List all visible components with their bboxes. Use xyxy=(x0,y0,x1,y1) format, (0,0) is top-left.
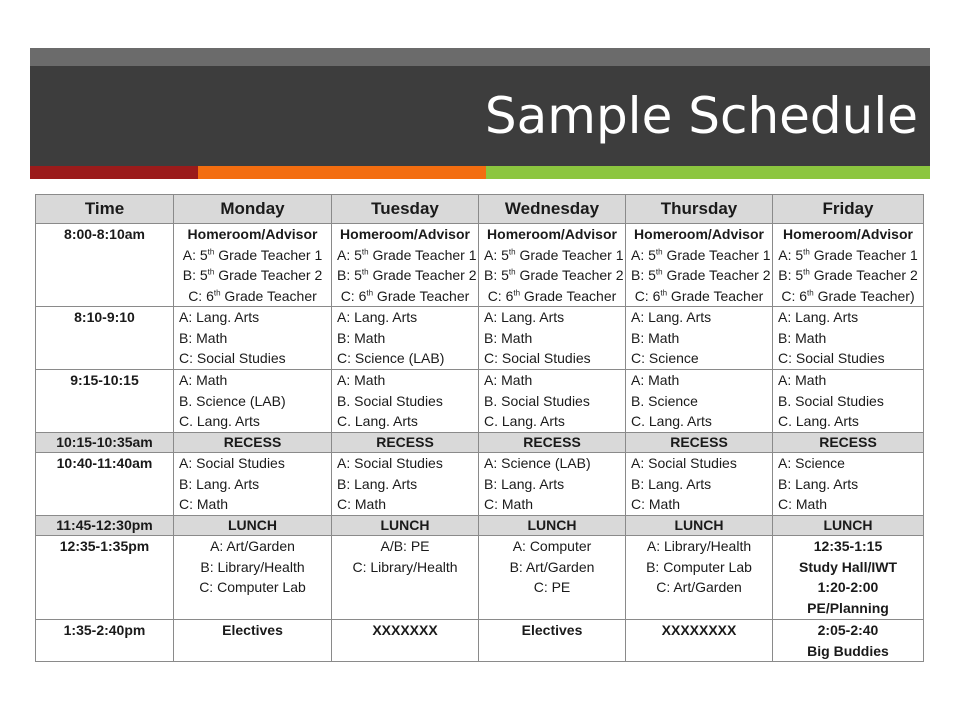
class-line: Electives xyxy=(222,622,283,638)
homeroom-a-pre: A: 5 xyxy=(631,246,656,263)
homeroom-line-c xyxy=(179,286,326,307)
recess-cell: RECESS xyxy=(773,433,924,453)
class-line: C. Lang. Arts xyxy=(778,413,859,429)
class-line: C: Science xyxy=(631,350,699,366)
class-line: C: Math xyxy=(179,496,229,512)
homeroom-b-pre: B: 5 xyxy=(631,267,656,283)
header-monday: Monday xyxy=(174,195,332,224)
class-cell xyxy=(773,307,924,370)
class-line: C: Library/Health xyxy=(352,558,458,575)
homeroom-b-sup: th xyxy=(655,267,663,277)
class-cell xyxy=(773,370,924,433)
recess-cell: RECESS xyxy=(479,433,626,453)
class-line: B: Lang. Arts xyxy=(179,475,260,492)
time-cell: 1:35-2:40pm xyxy=(36,620,174,662)
class-cell xyxy=(773,453,924,516)
class-line: C: Science (LAB) xyxy=(337,350,445,366)
homeroom-cell xyxy=(773,224,924,307)
header-row xyxy=(36,195,924,224)
header-wednesday: Wednesday xyxy=(479,195,626,224)
homeroom-b-post: Grade Teacher 2 xyxy=(809,267,918,283)
row-period-2 xyxy=(36,370,924,433)
homeroom-cell xyxy=(174,224,332,307)
class-line: C: Computer Lab xyxy=(199,579,306,595)
class-line: A: Math xyxy=(179,372,228,388)
homeroom-c-post: Grade Teacher xyxy=(520,287,617,304)
row-period-4 xyxy=(36,536,924,620)
title-bar xyxy=(30,66,930,166)
class-line: B: Math xyxy=(337,329,386,346)
homeroom-title: Homeroom/Advisor xyxy=(187,226,318,242)
class-line: Electives xyxy=(521,622,583,638)
class-cell xyxy=(479,453,626,516)
lunch-cell: LUNCH xyxy=(479,516,626,536)
homeroom-b-sup: th xyxy=(508,267,516,277)
class-line: C: Social Studies xyxy=(778,350,885,366)
homeroom-cell xyxy=(332,224,479,307)
homeroom-a-sup: th xyxy=(361,246,369,256)
lunch-cell: LUNCH xyxy=(174,516,332,536)
class-line: A/B: PE xyxy=(380,538,430,554)
class-line: C. Lang. Arts xyxy=(337,413,418,429)
homeroom-title: Homeroom/Advisor xyxy=(634,226,764,242)
class-line: B: Art/Garden xyxy=(509,558,595,575)
class-cell xyxy=(479,307,626,370)
homeroom-cell xyxy=(626,224,773,307)
homeroom-c-pre: C: 6 xyxy=(188,287,214,304)
homeroom-title: Homeroom/Advisor xyxy=(487,226,617,242)
header-time: Time xyxy=(36,195,174,224)
row-period-5 xyxy=(36,620,924,662)
homeroom-cell xyxy=(479,224,626,307)
row-recess xyxy=(36,433,924,453)
homeroom-line-b xyxy=(179,265,326,286)
class-cell xyxy=(332,620,479,662)
homeroom-a-sup: th xyxy=(655,246,663,256)
homeroom-c-pre: C: 6 xyxy=(487,287,514,304)
class-line: Study Hall/IWT xyxy=(799,558,897,575)
lunch-cell: LUNCH xyxy=(626,516,773,536)
homeroom-line-b xyxy=(778,265,918,286)
homeroom-line-c xyxy=(337,286,473,307)
class-line: A: Art/Garden xyxy=(210,538,295,554)
class-line: A: Lang. Arts xyxy=(778,309,859,325)
homeroom-b-pre: B: 5 xyxy=(484,267,509,283)
homeroom-b-pre: B: 5 xyxy=(182,267,208,283)
class-cell xyxy=(174,370,332,433)
class-cell xyxy=(174,453,332,516)
class-line: C: Math xyxy=(778,496,828,512)
class-line: C. Lang. Arts xyxy=(631,413,712,429)
class-line: A: Lang. Arts xyxy=(631,309,712,325)
recess-cell: RECESS xyxy=(626,433,773,453)
class-cell xyxy=(479,620,626,662)
recess-cell: RECESS xyxy=(174,433,332,453)
homeroom-a-post: Grade Teacher 1 xyxy=(368,246,477,263)
class-line: B: Math xyxy=(179,329,228,346)
class-line: B: Lang. Arts xyxy=(484,475,565,492)
class-line: 2:05-2:40 xyxy=(817,622,879,638)
class-line: A: Computer xyxy=(512,538,592,554)
class-line: B: Library/Health xyxy=(200,558,305,575)
class-line: C: Math xyxy=(631,496,681,512)
homeroom-b-pre: B: 5 xyxy=(778,267,804,283)
homeroom-line-a xyxy=(179,245,326,266)
class-line: 1:20-2:00 xyxy=(817,579,879,595)
class-line: C: Math xyxy=(337,496,387,512)
time-cell: 8:00-8:10am xyxy=(36,224,174,307)
accent-stripe-orange xyxy=(198,166,486,179)
homeroom-c-sup: th xyxy=(660,287,668,297)
accent-stripe-red xyxy=(30,166,198,179)
homeroom-line-a xyxy=(337,245,477,266)
class-line: B: Computer Lab xyxy=(646,558,752,575)
class-cell xyxy=(626,453,773,516)
time-cell: 9:15-10:15 xyxy=(36,370,174,433)
homeroom-a-post: Grade Teacher 1 xyxy=(809,246,918,263)
class-line: A: Math xyxy=(631,372,680,388)
class-line: B. Science (LAB) xyxy=(179,392,286,409)
homeroom-c-pre: C: 6 xyxy=(781,287,808,304)
homeroom-c-sup: th xyxy=(807,287,814,297)
class-line: A: Science (LAB) xyxy=(484,455,591,471)
homeroom-title: Homeroom/Advisor xyxy=(783,226,913,242)
time-cell: 8:10-9:10 xyxy=(36,307,174,370)
class-line: B. Social Studies xyxy=(778,392,884,409)
class-line: A: Social Studies xyxy=(631,455,737,471)
class-line: A: Math xyxy=(778,372,827,388)
class-cell xyxy=(174,536,332,620)
homeroom-line-b xyxy=(631,265,771,286)
class-line: A: Lang. Arts xyxy=(337,309,418,325)
class-cell xyxy=(479,370,626,433)
homeroom-b-post: Grade Teacher 2 xyxy=(214,267,323,283)
homeroom-a-pre: A: 5 xyxy=(182,246,208,263)
class-line: C: Art/Garden xyxy=(656,579,742,595)
class-line: A: Math xyxy=(484,372,533,388)
time-cell: 10:40-11:40am xyxy=(36,453,174,516)
homeroom-a-post: Grade Teacher 1 xyxy=(214,246,323,263)
homeroom-line-b xyxy=(337,265,477,286)
homeroom-b-pre: B: 5 xyxy=(337,267,362,283)
homeroom-title: Homeroom/Advisor xyxy=(340,226,470,242)
title-top-strip xyxy=(30,48,930,66)
lunch-cell: LUNCH xyxy=(773,516,924,536)
time-cell: 11:45-12:30pm xyxy=(36,516,174,536)
class-cell xyxy=(174,620,332,662)
homeroom-a-pre: A: 5 xyxy=(337,246,362,263)
header-friday: Friday xyxy=(773,195,924,224)
class-line: B. Social Studies xyxy=(337,392,443,409)
class-line: XXXXXXXX xyxy=(661,622,737,638)
header-tuesday: Tuesday xyxy=(332,195,479,224)
class-line: A: Science xyxy=(778,455,845,471)
class-line: C. Lang. Arts xyxy=(484,413,565,429)
class-line: B: Lang. Arts xyxy=(778,475,859,492)
homeroom-a-post: Grade Teacher 1 xyxy=(515,246,624,263)
class-line: C: Math xyxy=(484,496,534,512)
class-cell xyxy=(332,536,479,620)
class-line: A: Social Studies xyxy=(179,455,285,471)
homeroom-b-sup: th xyxy=(361,267,369,277)
time-cell: 10:15-10:35am xyxy=(36,433,174,453)
homeroom-b-sup: th xyxy=(803,267,810,277)
class-cell xyxy=(332,307,479,370)
class-cell xyxy=(773,536,924,620)
schedule-table xyxy=(35,194,924,662)
homeroom-line-b xyxy=(484,265,624,286)
header-thursday: Thursday xyxy=(626,195,773,224)
homeroom-c-sup: th xyxy=(513,287,521,297)
homeroom-c-sup: th xyxy=(366,287,374,297)
homeroom-c-post: Grade Teacher) xyxy=(813,287,915,304)
lunch-cell: LUNCH xyxy=(332,516,479,536)
class-line: A: Lang. Arts xyxy=(484,309,565,325)
class-line: 12:35-1:15 xyxy=(813,538,883,554)
homeroom-c-pre: C: 6 xyxy=(340,287,367,304)
homeroom-line-c xyxy=(778,286,918,307)
homeroom-a-pre: A: 5 xyxy=(778,246,804,263)
class-line: B. Science xyxy=(631,392,698,409)
class-line: B: Math xyxy=(778,329,827,346)
homeroom-c-post: Grade Teacher xyxy=(373,287,470,304)
homeroom-line-a xyxy=(778,245,918,266)
slide-title: Sample Schedule xyxy=(484,87,918,145)
class-cell xyxy=(773,620,924,662)
homeroom-b-sup: th xyxy=(207,267,215,277)
class-line: B. Social Studies xyxy=(484,392,590,409)
class-line: A: Math xyxy=(337,372,386,388)
homeroom-c-post: Grade Teacher xyxy=(667,287,764,304)
row-period-1 xyxy=(36,307,924,370)
class-line: B: Math xyxy=(484,329,533,346)
homeroom-b-post: Grade Teacher 2 xyxy=(662,267,771,283)
class-line: A: Lang. Arts xyxy=(179,309,260,325)
homeroom-a-sup: th xyxy=(207,246,215,256)
class-line: A: Library/Health xyxy=(646,538,752,554)
time-cell: 12:35-1:35pm xyxy=(36,536,174,620)
class-cell xyxy=(479,536,626,620)
homeroom-a-sup: th xyxy=(508,246,516,256)
homeroom-line-a xyxy=(631,245,771,266)
accent-stripe-green xyxy=(486,166,930,179)
homeroom-a-post: Grade Teacher 1 xyxy=(662,246,771,263)
class-line: B: Lang. Arts xyxy=(631,475,712,492)
class-cell xyxy=(174,307,332,370)
class-line: C: Social Studies xyxy=(484,350,591,366)
row-homeroom xyxy=(36,224,924,307)
homeroom-line-c xyxy=(484,286,620,307)
class-line: B: Math xyxy=(631,329,680,346)
class-cell xyxy=(626,620,773,662)
homeroom-b-post: Grade Teacher 2 xyxy=(368,267,477,283)
row-lunch xyxy=(36,516,924,536)
class-line: B: Lang. Arts xyxy=(337,475,418,492)
class-cell xyxy=(626,536,773,620)
homeroom-a-sup: th xyxy=(803,246,810,256)
homeroom-c-pre: C: 6 xyxy=(634,287,661,304)
recess-cell: RECESS xyxy=(332,433,479,453)
class-line: A: Social Studies xyxy=(337,455,443,471)
homeroom-a-pre: A: 5 xyxy=(484,246,509,263)
class-line: C: PE xyxy=(533,579,571,595)
class-cell xyxy=(332,370,479,433)
class-line: PE/Planning xyxy=(807,599,889,616)
class-cell xyxy=(332,453,479,516)
class-cell xyxy=(626,307,773,370)
class-line: C: Social Studies xyxy=(179,350,286,366)
homeroom-c-sup: th xyxy=(213,287,221,297)
homeroom-line-c xyxy=(631,286,767,307)
homeroom-line-a xyxy=(484,245,624,266)
class-line: C. Lang. Arts xyxy=(179,413,260,429)
class-line: Big Buddies xyxy=(807,642,889,659)
homeroom-b-post: Grade Teacher 2 xyxy=(515,267,624,283)
homeroom-c-post: Grade Teacher xyxy=(220,287,317,304)
class-cell xyxy=(626,370,773,433)
class-line: XXXXXXX xyxy=(372,622,438,638)
row-period-3 xyxy=(36,453,924,516)
